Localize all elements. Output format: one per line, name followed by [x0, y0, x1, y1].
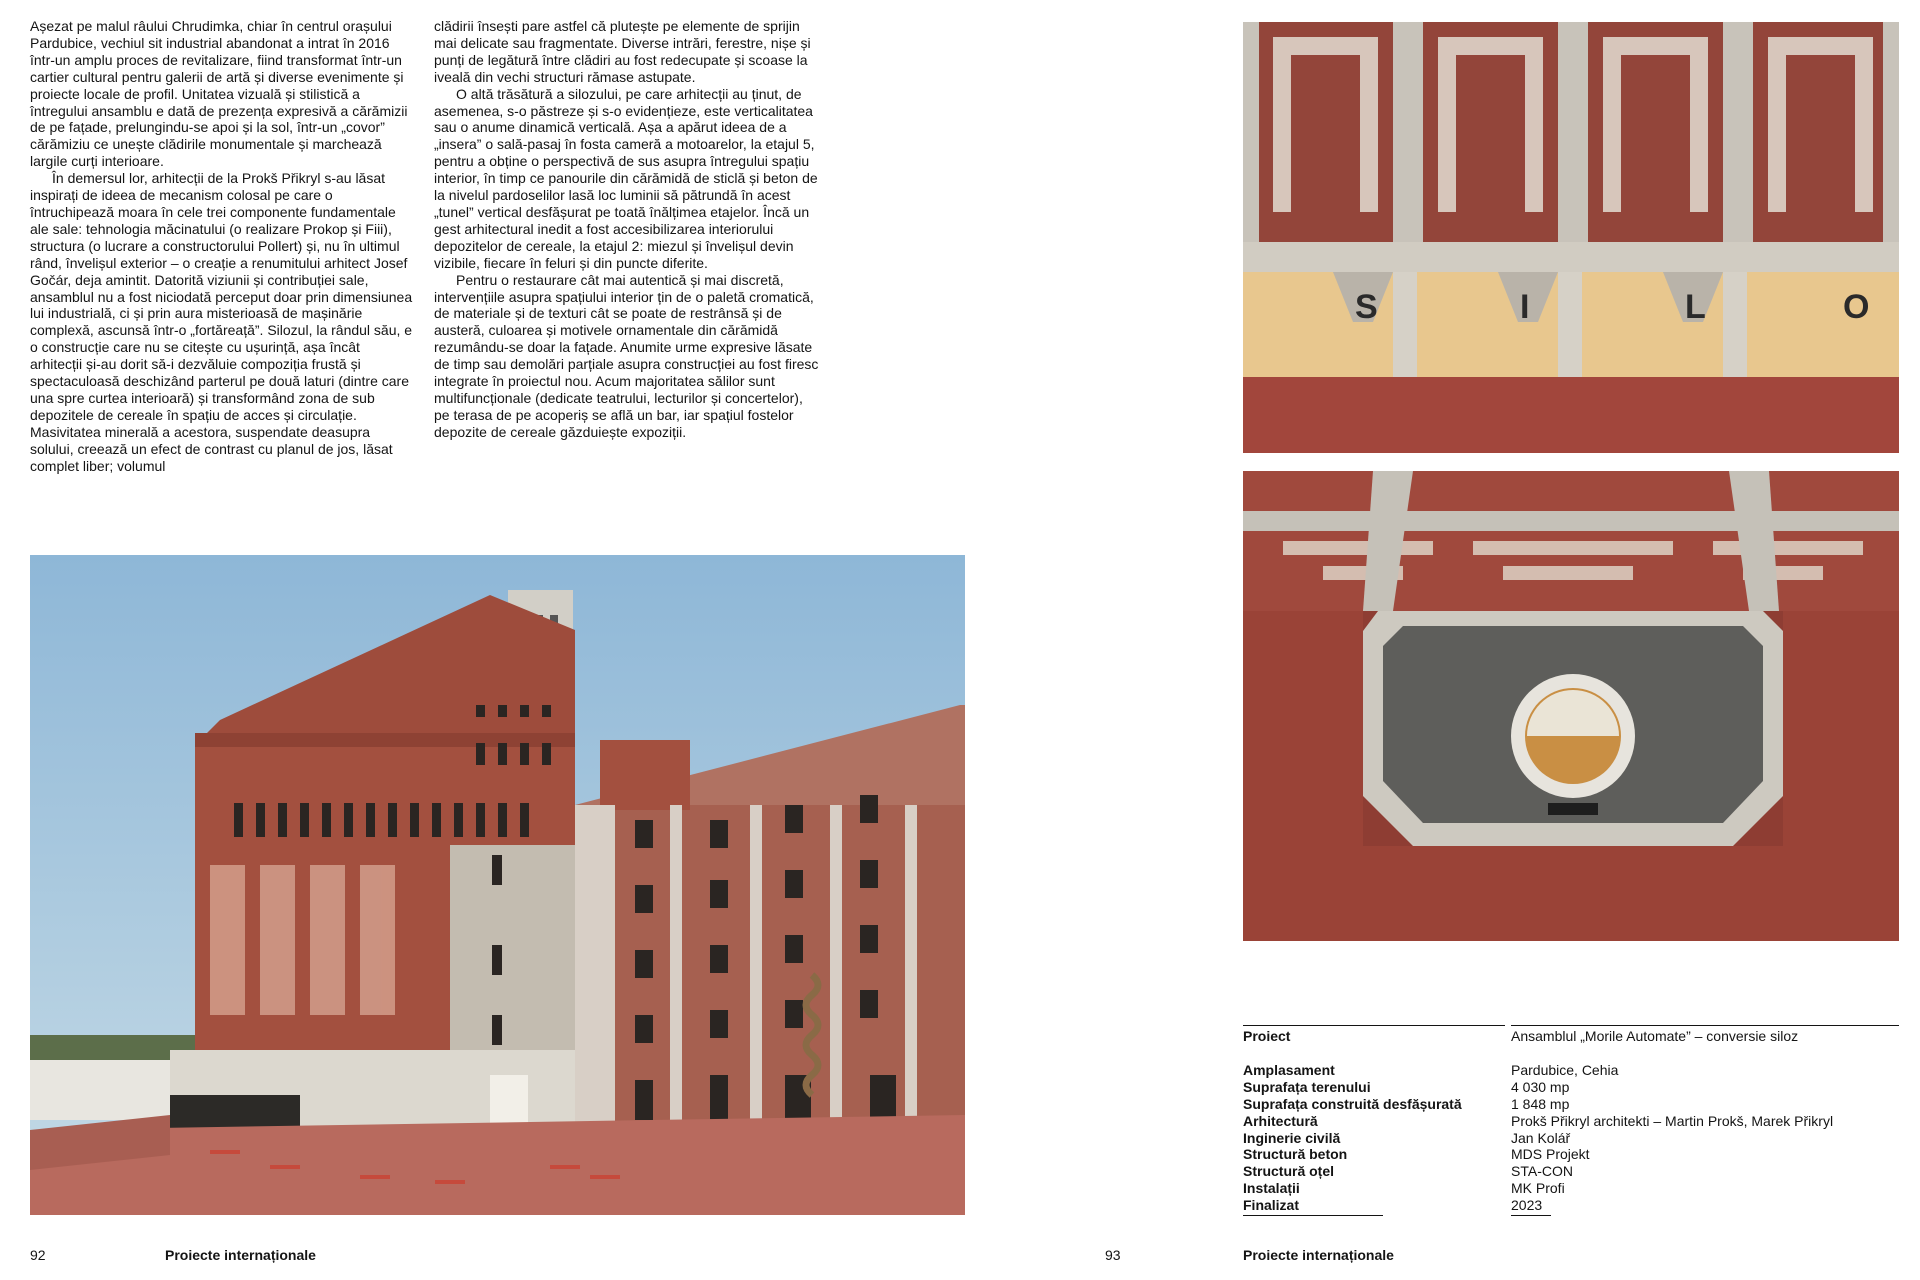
credits-row	[1243, 1113, 1899, 1130]
credit-value: Jan Kolář	[1511, 1129, 1571, 1146]
facade-letter: S	[1355, 288, 1378, 326]
credit-value: MK Profi	[1511, 1180, 1565, 1197]
silo-interior-photo	[1243, 471, 1899, 941]
credits-row	[1243, 1130, 1899, 1147]
credits-row	[1243, 1062, 1899, 1079]
credit-value: Pardubice, Cehia	[1511, 1061, 1619, 1078]
credits-row	[1243, 1146, 1899, 1163]
credit-label: Inginerie civilă	[1243, 1129, 1341, 1146]
paragraph: clădirii însești pare astfel că plutește pe elemente de sprijin mai delicate sau fragmentate. Diverse intrări, ferestre, nișe și punți de legătură între clădiri au fost redecupate și scoase la iveală din vechi structuri rămase astupate.	[434, 18, 811, 85]
silo-facade-photo	[1243, 22, 1899, 453]
credit-label: Structură beton	[1243, 1146, 1348, 1163]
credit-label: Suprafața terenului	[1243, 1078, 1371, 1095]
building-exterior-photo	[30, 555, 965, 1215]
divider	[1243, 1215, 1383, 1216]
credits-row	[1243, 1197, 1899, 1214]
credit-label: Suprafața construită desfășurată	[1243, 1095, 1462, 1112]
credits-row	[1243, 1163, 1899, 1180]
page-number-right: 93	[1105, 1247, 1121, 1263]
credit-value: STA-CON	[1511, 1163, 1573, 1180]
facade-letter: O	[1843, 288, 1870, 326]
facade-letter: I	[1520, 288, 1530, 326]
section-title-right: Proiecte internaționale	[1243, 1247, 1394, 1263]
credits-row	[1243, 1096, 1899, 1113]
credit-value: Prokš Přikryl architekti – Martin Prokš, Marek Přikryl	[1511, 1112, 1834, 1129]
divider	[1511, 1215, 1551, 1216]
paragraph: În demersul lor, arhitecții de la Prokš Přikryl s-au lăsat inspirați de ideea de mecanism colosal pe care o întruchipează moara în cele trei componente fundamentale ale sale: tehnologia măcinatului (o realizare Prokop și Fiii), structura (o lucrare a constructorului Pollert) și, nu în ultimul rând, învelișul exterior – o creație a renumitului arhitect Josef Gočár, deja amintit. Datorită viziunii și contribuției sale, ansamblul nu a fost niciodată perceput doar prin dimensiunea lui industrială, ci și prin aura misterioasă de mașinărie complexă, ascunsă într-o „fortăreață”. Silozul, la rândul său, e o construcție care nu se citește cu ușurință, așa încât arhitecții și-au dorit să-i dezvăluie compoziția frustă și spectaculoasă deschizând parterul pe două laturi (dintre care una spre curtea interioară) și transformând zona de sub depozitele de cereale în spațiu de acces și circulație. Masivitatea minerală a acestora, suspendate deasupra solului, creează un efect de contrast cu planul de jos, lăsat complet liber; volumul	[30, 170, 413, 474]
facade-letter: L	[1685, 288, 1706, 326]
paragraph: O altă trăsătură a silozului, pe care arhitecții au ținut, de asemenea, s-o păstreze și s-o evidențieze, este verticalitatea sau o anume dinamică verticală. Așa a apărut ideea de a „insera” o sală-pasaj în fosta cameră a motoarelor, la etajul 5, pentru a obține o perspectivă de sus asupra întregului spațiu interior, în timp ce panourile din cărămidă de sticlă și beton de la nivelul pardoselilor lasă loc luminii să pătrundă în acest „tunel” vertical desfășurat pe toată înălțimea etajelor. Încă un gest arhitectural inedit a fost accesibilizarea interiorului depozitelor de cereale, la etajul 2: miezul și învelișul devin vizibile, fiecare în feluri și din puncte diferite.	[434, 85, 818, 271]
credit-label: Finalizat	[1243, 1197, 1300, 1214]
page-number-left: 92	[30, 1247, 46, 1263]
article-column-2	[434, 18, 819, 441]
project-credits	[1243, 1025, 1899, 1214]
credits-row	[1243, 1180, 1899, 1197]
credits-row	[1243, 1079, 1899, 1096]
article-column-1	[30, 18, 415, 474]
divider	[1511, 1025, 1899, 1026]
credit-value: 1 848 mp	[1511, 1095, 1570, 1112]
credit-label: Amplasament	[1243, 1061, 1335, 1078]
credit-value: 2023	[1511, 1197, 1543, 1214]
credit-label: Structură oțel	[1243, 1163, 1335, 1180]
credits-row	[1243, 1028, 1899, 1045]
credit-label: Arhitectură	[1243, 1112, 1318, 1129]
credit-label: Proiect	[1243, 1028, 1291, 1044]
credit-value: Ansamblul „Morile Automate” – conversie siloz	[1511, 1028, 1799, 1044]
paragraph: Pentru o restaurare cât mai autentică și mai discretă, intervențiile asupra spațiului interior țin de o paletă cromatică, de materiale și de texturi cât se poate de restrânsă și de austeră, culoarea și motivele ornamentale din cărămidă rezumându-se doar la fațade. Anumite urme expresive lăsate de timp sau demolări parțiale asupra construcției au fost firesc integrate în proiectul nou. Acum majoritatea sălilor sunt multifuncționale (dedicate teatrului, lecturilor și concertelor), pe terasa de pe acoperiș se află un bar, iar spațiul fostelor depozite de cereale găzduiește expoziții.	[434, 271, 819, 440]
credit-label: Instalații	[1243, 1180, 1300, 1197]
section-title-left: Proiecte internaționale	[165, 1247, 316, 1263]
credit-value: 4 030 mp	[1511, 1078, 1570, 1095]
credit-value: MDS Projekt	[1511, 1146, 1590, 1163]
divider	[1243, 1025, 1505, 1026]
paragraph: Așezat pe malul râului Chrudimka, chiar în centrul orașului Pardubice, vechiul sit industrial abandonat a intrat în 2016 într-un amplu proces de revitalizare, fiind transformat într-un cartier cultural pentru galerii de artă și diverse evenimente și proiecte locale de profil. Unitatea vizuală și stilistică a întregului ansamblu e dată de prezența expresivă a cărămizii de pe fațade, prelungindu-se apoi și la sol, într-un „covor” cărămiziu ce unește clădirile monumentale și marchează largile curți interioare.	[30, 18, 408, 170]
